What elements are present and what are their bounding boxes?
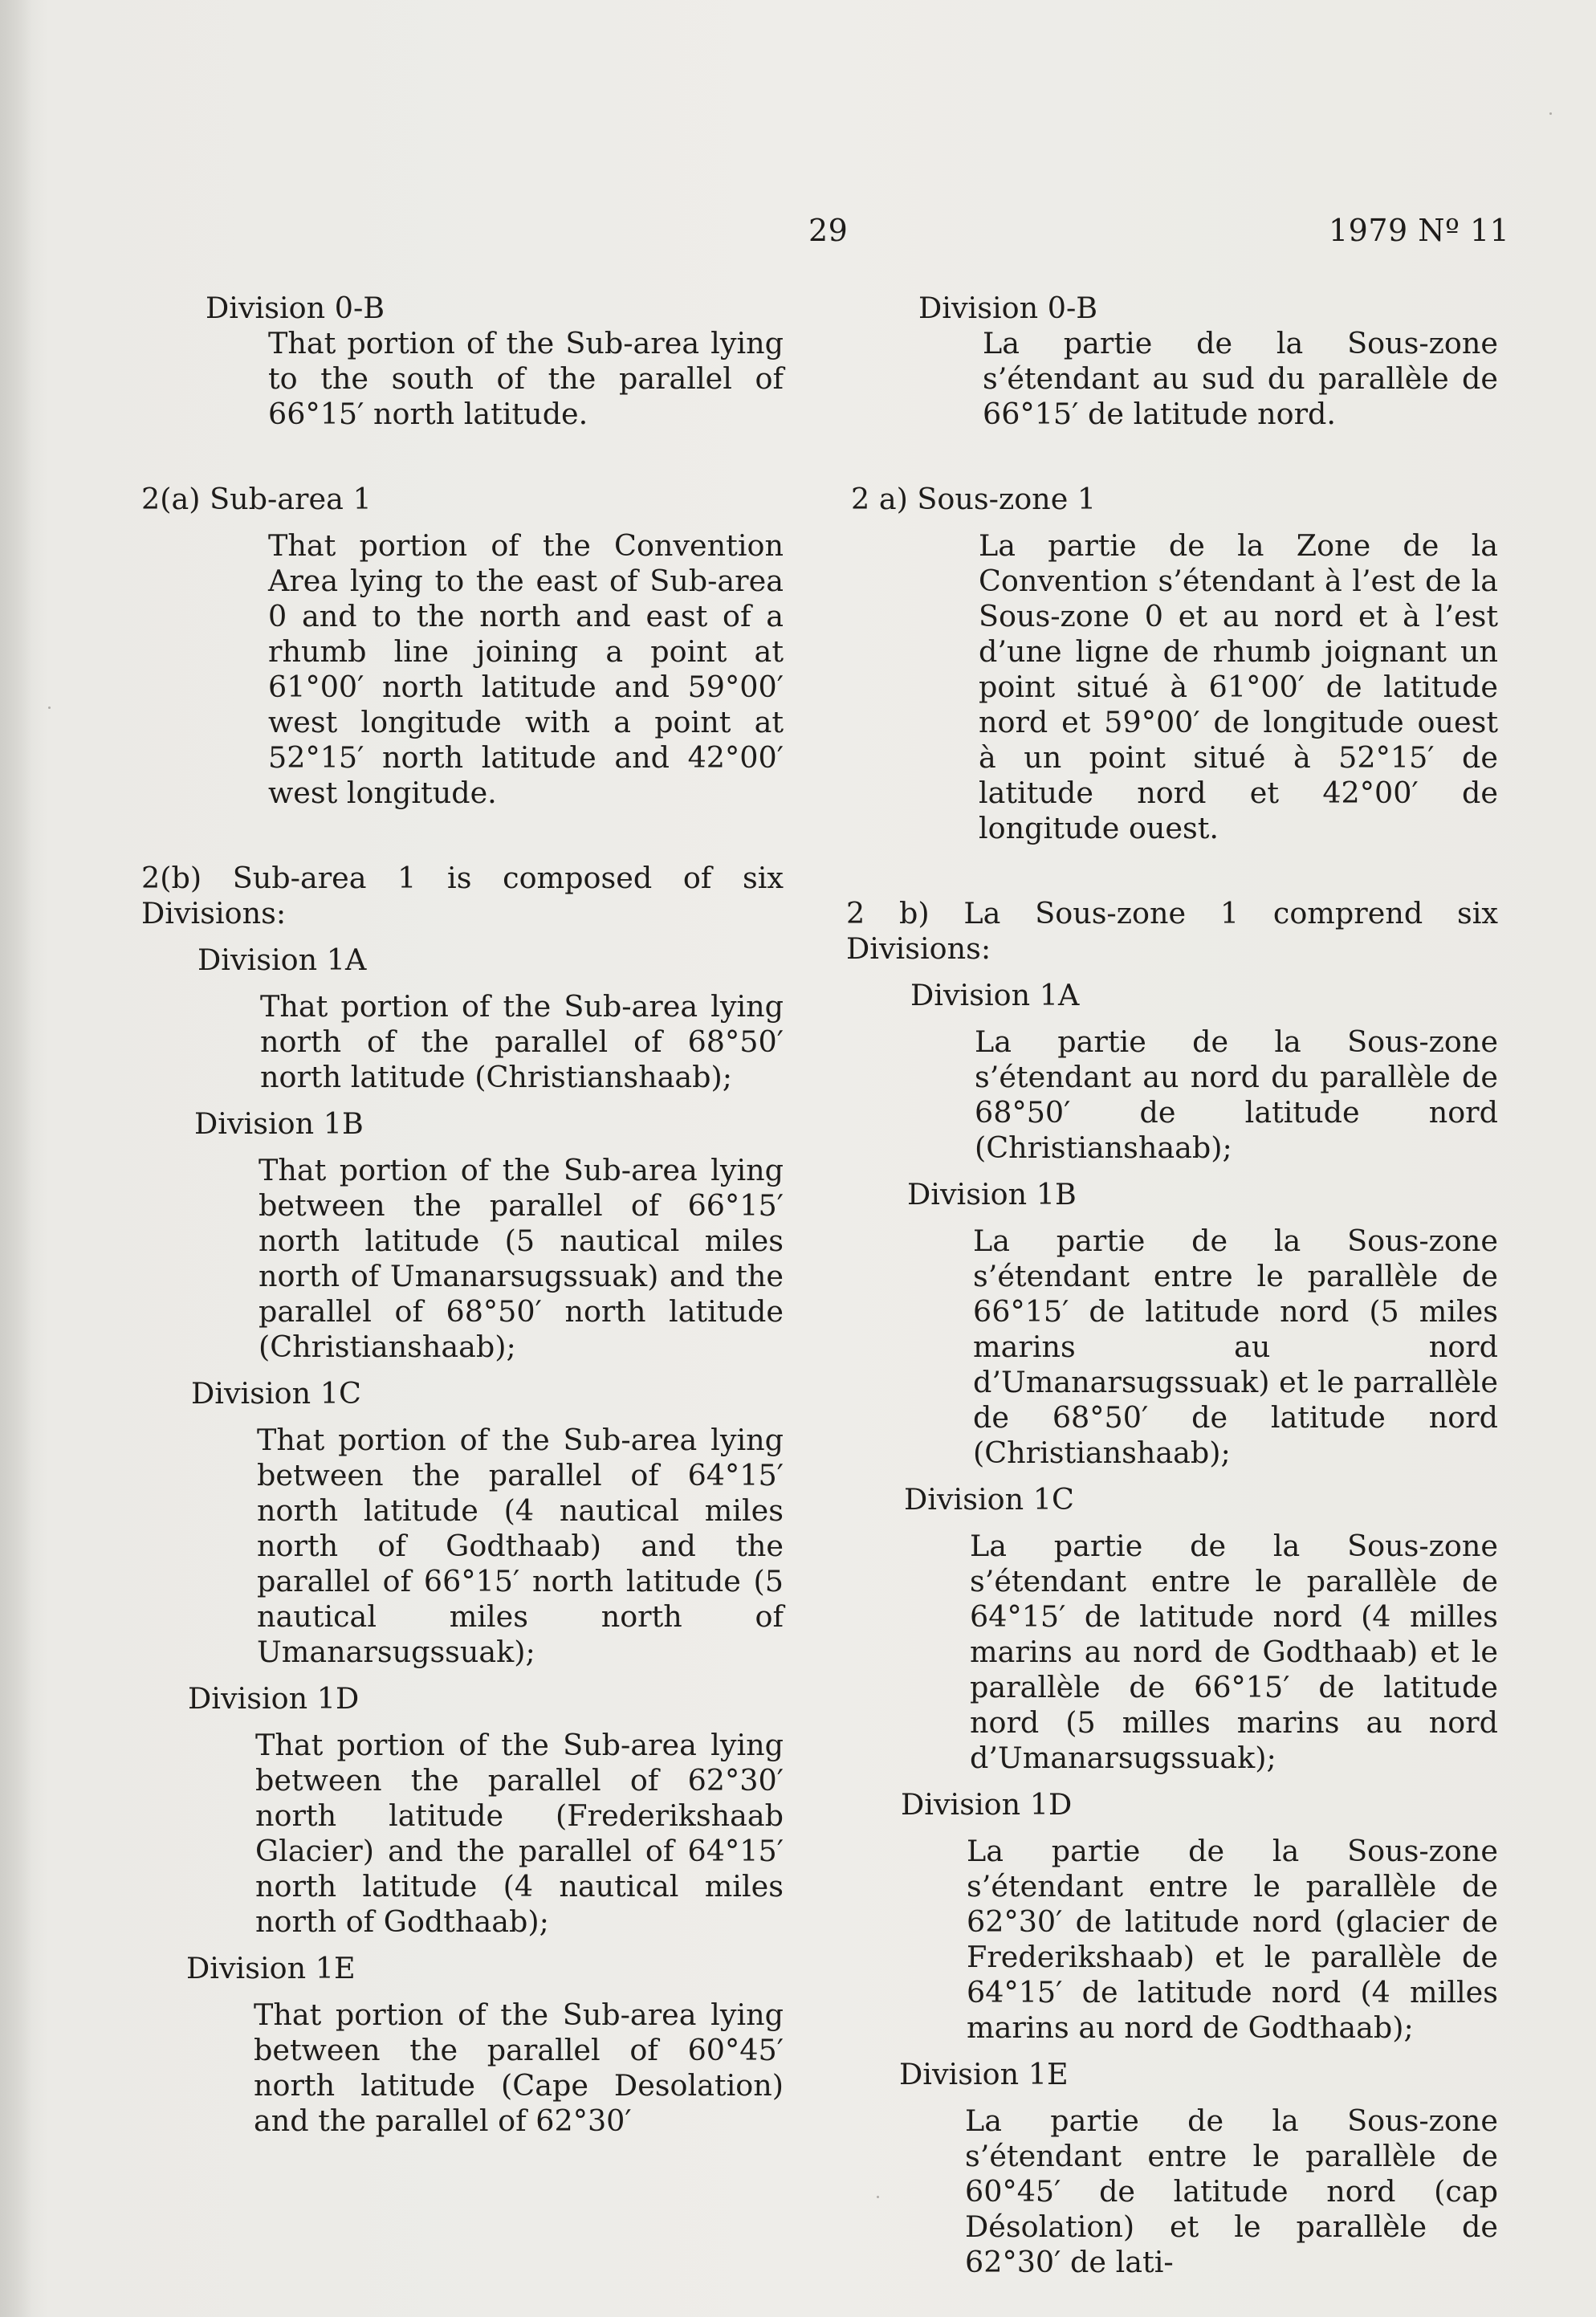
division-heading: Division 1D bbox=[901, 1787, 1073, 1822]
subarea-heading: 2 a) Sous-zone 1 bbox=[851, 482, 1097, 516]
division-heading: Division 1B bbox=[907, 1177, 1077, 1211]
subarea-heading: 2(a) Sub-area 1 bbox=[141, 482, 372, 516]
subarea-composition-intro: 2 b) La Sous-zone 1 comprend six Divisions: bbox=[846, 896, 1498, 966]
division-text: La partie de la Sous-zone s’étendant entre le parallèle de 62°30′ de latitude nord (glacier de Frederikshaab) et le parallèle de 64°15′ de latitude nord (4 milles marins au nord de Godthaab); bbox=[967, 1834, 1498, 2045]
division-heading: Division 1A bbox=[910, 978, 1080, 1012]
division-text: La partie de la Sous-zone s’étendant entre le parallèle de 66°15′ de latitude nord (5 miles marins au nord d’Umanarsugssuak) et le parrallèle de 68°50′ de latitude nord (Christianshaab); bbox=[973, 1224, 1498, 1470]
division-heading: Division 1A bbox=[197, 943, 367, 977]
division-heading: Division 1E bbox=[186, 1951, 356, 1985]
division-text: La partie de la Sous-zone s’étendant au nord du parallèle de 68°50′ de latitude nord (Christianshaab); bbox=[975, 1024, 1498, 1165]
division-text: La partie de la Sous-zone s’étendant entre le parallèle de 60°45′ de latitude nord (cap Désolation) et le parallèle de 62°30′ de lati- bbox=[965, 2103, 1498, 2279]
division-heading: Division 1E bbox=[899, 2057, 1069, 2091]
scan-speck bbox=[877, 2196, 879, 2198]
division-text: That portion of the Sub-area lying between the parallel of 62°30′ north latitude (Frederikshaab Glacier) and the parallel of 64°15′ north latitude (4 nautical miles north of Godthaab); bbox=[255, 1728, 784, 1939]
subarea-text: La partie de la Zone de la Convention s’étendant à l’est de la Sous-zone 0 et au nord et à l’est d’une ligne de rhumb joignant un point situé à 61°00′ de latitude nord et 59°00′ de longitude ouest à un point situé à 52°15′ de latitude nord et 42°00′ de longitude ouest. bbox=[979, 528, 1498, 845]
page-edge-shadow bbox=[0, 0, 32, 2317]
french-column bbox=[846, 291, 1498, 2280]
division-heading: Division 1B bbox=[194, 1106, 364, 1141]
division-heading: Division 1C bbox=[191, 1376, 361, 1411]
division-text: That portion of the Sub-area lying between the parallel of 64°15′ north latitude (4 nautical miles north of Godthaab) and the parallel of 66°15′ north latitude (5 nautical miles north of Umanarsugssuak); bbox=[257, 1423, 784, 1669]
scan-speck bbox=[1549, 112, 1552, 115]
division-text: That portion of the Sub-area lying to the south of the parallel of 66°15′ north latitude. bbox=[268, 326, 784, 431]
english-column bbox=[141, 291, 784, 2139]
page-number: 29 bbox=[808, 213, 849, 248]
division-text: That portion of the Sub-area lying between the parallel of 60°45′ north latitude (Cape Desolation) and the parallel of 62°30′ bbox=[254, 1997, 784, 2138]
scan-speck bbox=[48, 707, 51, 709]
division-text: La partie de la Sous-zone s’étendant au sud du parallèle de 66°15′ de latitude nord. bbox=[983, 326, 1498, 431]
division-text: La partie de la Sous-zone s’étendant entre le parallèle de 64°15′ de latitude nord (4 milles marins au nord de Godthaab) et le parallèle de 66°15′ de latitude nord (5 milles marins au nord d’Umanarsugssuak); bbox=[970, 1529, 1498, 1775]
division-heading: Division 1C bbox=[904, 1482, 1074, 1517]
division-heading: Division 0-B bbox=[918, 291, 1098, 325]
subarea-composition-intro: 2(b) Sub-area 1 is composed of six Divisions: bbox=[141, 861, 784, 930]
division-text: That portion of the Sub-area lying north of the parallel of 68°50′ north latitude (Christianshaab); bbox=[260, 989, 784, 1094]
law-reference: 1979 Nº 11 bbox=[1329, 213, 1510, 248]
subarea-text: That portion of the Convention Area lying to the east of Sub-area 0 and to the north and east of a rhumb line joining a point at 61°00′ north latitude and 59°00′ west longitude with a point at 52°15′ north latitude and 42°00′ west longitude. bbox=[268, 528, 784, 810]
division-text: That portion of the Sub-area lying between the parallel of 66°15′ north latitude (5 nautical miles north of Umanarsugssuak) and the parallel of 68°50′ north latitude (Christianshaab); bbox=[259, 1153, 784, 1364]
division-heading: Division 0-B bbox=[206, 291, 385, 325]
division-heading: Division 1D bbox=[188, 1681, 360, 1716]
